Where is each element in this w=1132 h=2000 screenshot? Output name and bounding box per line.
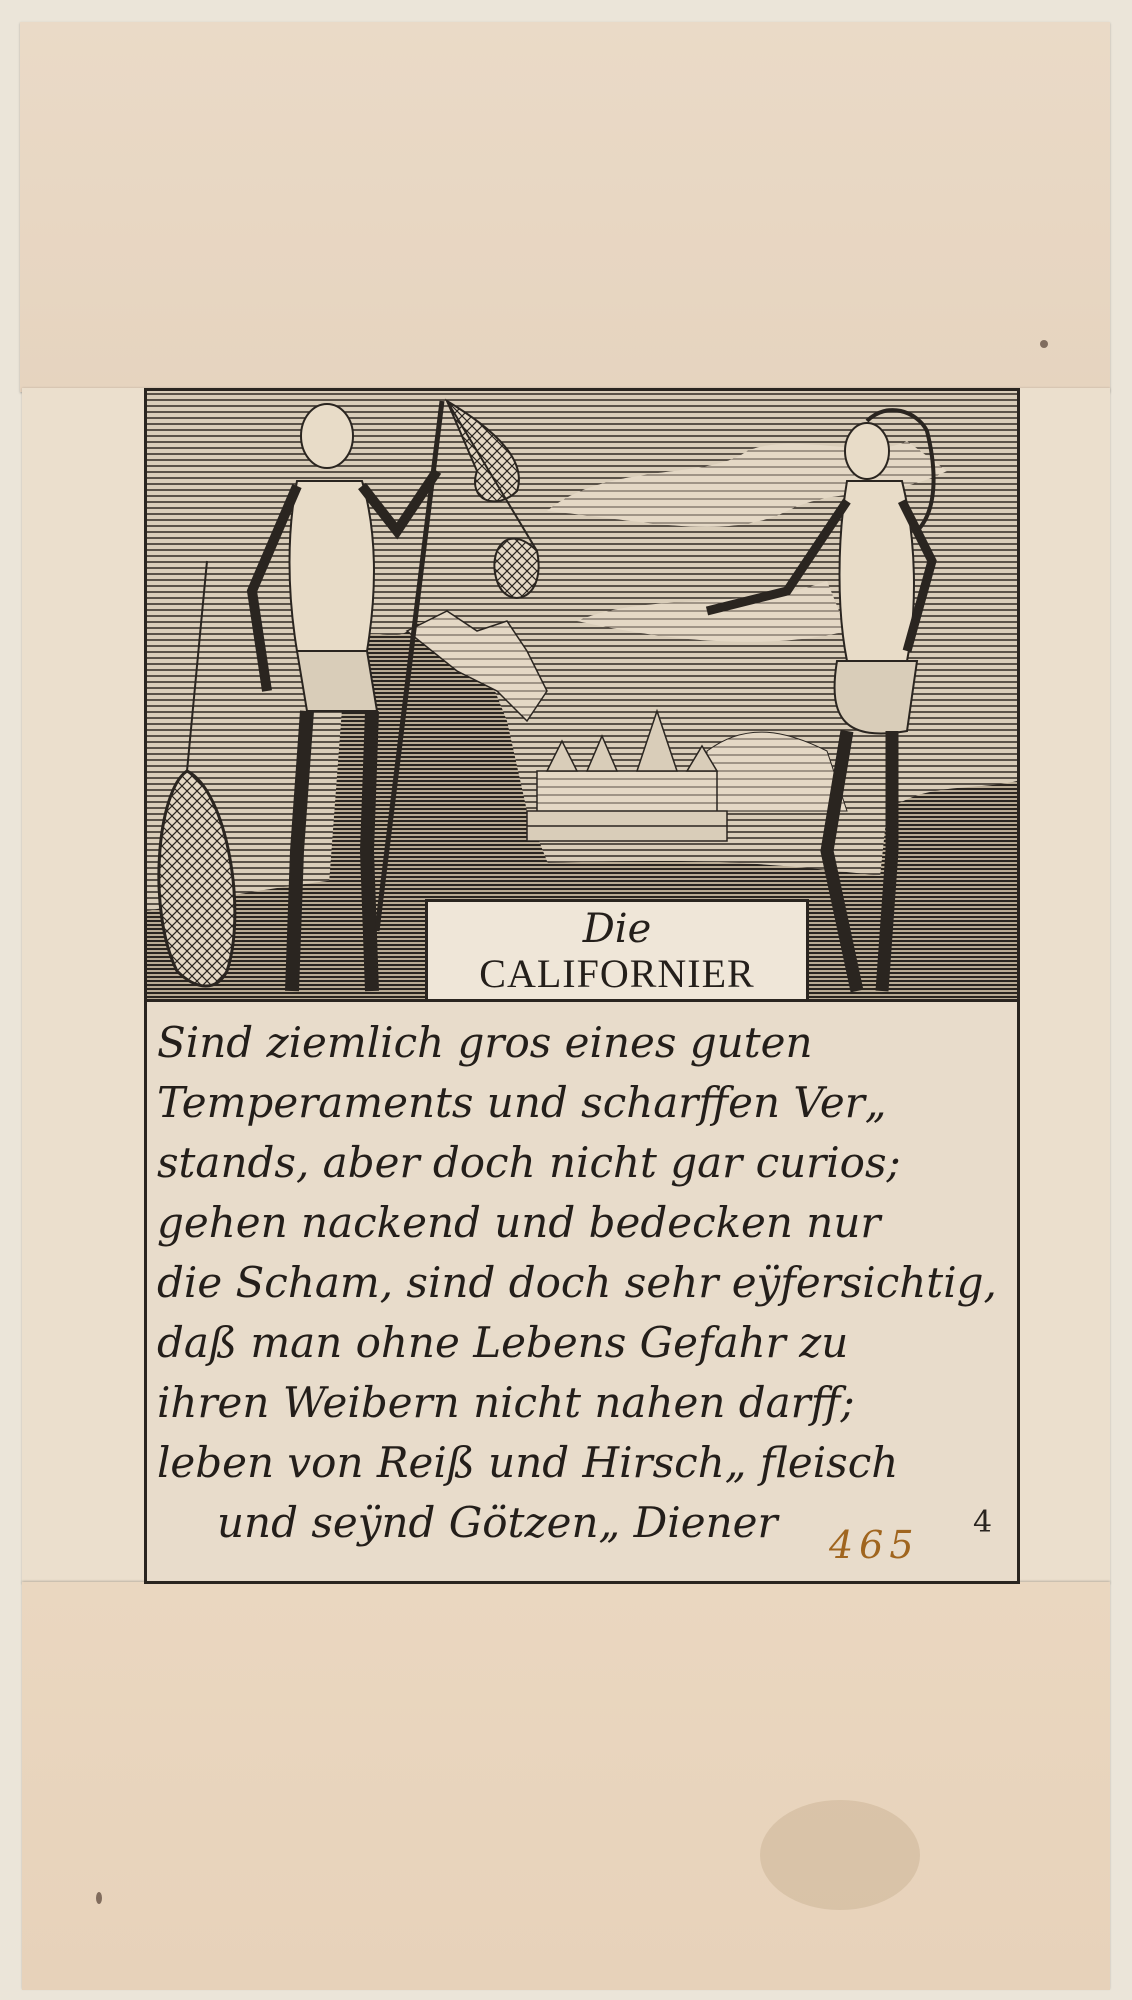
- verse-line: daß man ohne Lebens Gefahr zu: [157, 1318, 849, 1367]
- verse-line: Sind ziemlich gros eines guten: [157, 1018, 813, 1067]
- verse-line: gehen nackend und bedecken nur: [157, 1198, 881, 1247]
- backing-sheet-bottom: [22, 1582, 1110, 1990]
- plate-title: CALIFORNIER: [479, 951, 755, 996]
- ink-speck: [96, 1892, 102, 1904]
- verse-line: und seÿnd Götzen„ Diener: [217, 1498, 778, 1547]
- inventory-number: 465: [829, 1523, 920, 1567]
- verse-line: ihren Weibern nicht nahen darff;: [157, 1378, 855, 1427]
- backing-sheet-top: [20, 22, 1110, 392]
- title-cartouche: [425, 899, 809, 999]
- verse-line: die Scham, sind doch sehr eÿfersichtig,: [157, 1258, 997, 1307]
- verse-line: leben von Reiß und Hirsch„ fleisch: [157, 1438, 899, 1487]
- verse-text: [157, 1013, 1007, 1553]
- verse-line: Temperaments und scharffen Ver„: [157, 1078, 887, 1127]
- title-article: Die: [582, 906, 652, 952]
- paper-stain: [760, 1800, 920, 1910]
- verse-line: stands, aber doch nicht gar curios;: [157, 1138, 901, 1187]
- ink-speck: [1040, 340, 1048, 348]
- plate-number: 4: [973, 1505, 993, 1540]
- engraved-plate: [144, 388, 1020, 1584]
